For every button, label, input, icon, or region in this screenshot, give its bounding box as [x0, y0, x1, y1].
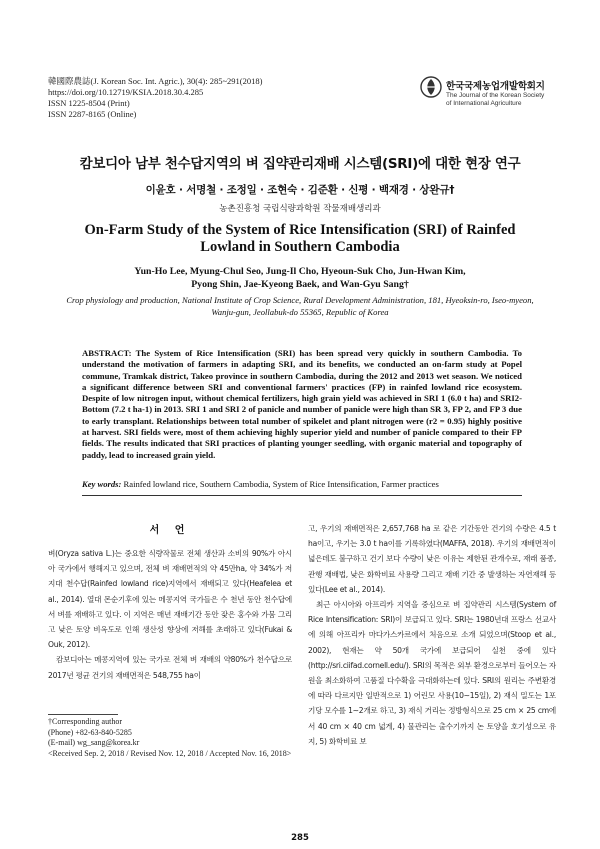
keywords-divider: [82, 495, 522, 496]
society-name-en-line2: of International Agriculture: [446, 100, 522, 107]
society-name-en-line1: The Journal of the Korean Society: [446, 92, 545, 99]
society-logo-icon: [420, 76, 442, 98]
affiliation-english: Crop physiology and production, National Institute of Crop Science, Rural Development Administration, 181, Hyeoksin-ro, Iseo-myeon, Wanju-gun, Jeollabuk-do 55365, Republic of Korea: [66, 295, 534, 317]
corresponding-author: †Corresponding author: [48, 717, 122, 726]
journal-header: [48, 76, 262, 120]
keywords-label: Key words:: [82, 479, 122, 489]
keywords-list: Rainfed lowland rice, Southern Cambodia, System of Rice Intensification, Farmer practices: [123, 479, 439, 489]
author-phone: (Phone) +82-63-840-5285: [48, 727, 132, 737]
issn-print: ISSN 1225-8504 (Print): [48, 98, 130, 108]
footnote-divider: [48, 714, 118, 715]
page-number: 285: [291, 833, 309, 843]
keywords-line: [82, 479, 522, 490]
footnote: [48, 717, 308, 759]
society-name-ko: 한국국제농업개발학회지: [446, 81, 545, 92]
authors-korean: 이윤호 · 서명철 · 조정일 · 조현숙 · 김준환 · 신평 · 백재경 · 상완규†: [145, 184, 455, 196]
section-heading-introduction: 서 언: [149, 525, 191, 536]
intro-paragraph-3: 고, 우기의 재배면적은 2,657,768 ha 로 같은 기간동안 건기의 수량은 4.5 t ha이고, 우기는 3.0 t ha이를 기록하였다(MAFFA, 2018). 우기의 재배면적이 넓은데도 불구하고 건기 보다 수량이 낮은 이유는 제한된 관개수로, 재래 품종, 관행 재배법, 낮은 화학비료 사용량 그리고 재배 기간 중 발생하는 자연재해 등 있다(Lee et al., 2014).: [308, 524, 556, 594]
authors-english: [90, 265, 510, 291]
title-korean: 캄보디아 남부 천수답지역의 벼 집약관리재배 시스템(SRI)에 대한 현장 연구: [79, 156, 521, 172]
authors-english-line1: Yun-Ho Lee, Myung-Chul Seo, Jung-Il Cho, Hyeoun-Suk Cho, Jun-Hwan Kim,: [134, 266, 466, 277]
journal-citation: 韓國際農誌(J. Korean Soc. Int. Agric.), 30(4): 285~291(2018): [48, 76, 263, 86]
authors-english-line2: Pyong Shin, Jae-Kyeong Baek, and Wan-Gyu Sang†: [191, 279, 409, 290]
intro-paragraph-2: 캄보디아는 메콩지역에 있는 국가로 전체 벼 재배의 약80%가 천수답으로 2017년 평균 건기의 재배면적은 548,755 ha이: [48, 655, 292, 680]
abstract: ABSTRACT: The System of Rice Intensification (SRI) has been spread very quickly in southern Cambodia. To understand the motivation of farmers in adapting SRI, and its benefits, we conducted an on-farm study at Popel commune, Tramkak district, Takeo province in southern Cambodia, during the 2012 and 2013 wet season. We noticed a significant difference between SRI and conventional farmers' practices (FP) in rainfed lowland rice ecosystem. Despite of low nitrogen input, without chemical fertilizers, high grain yield was achieved in SRI 1 (6.0 t ha) and SRI2-Bottom (7.2 t ha-1) in 2013. SRI 1 and SRI 2 of panicle and number of panicle were high than SR 3, FP 2, and FP 3 due to early transplant. Relationships between total number of spikelet and plant nitrogen were (r2 = 0.95) highly positive at harvest. SRI fields were, most of them achieving highly superior yield and number of panicle compared to their FP fields. The results indicated that SRI practices of planting younger seedling, with organic material and topography of paddy, lead to increased grain yield.: [82, 348, 522, 460]
title-english: On-Farm Study of the System of Rice Intensification (SRI) of Rainfed Lowland in Southern Cambodia: [84, 222, 516, 255]
affiliation-korean: 농촌진흥청 국립식량과학원 작물재배생리과: [219, 204, 381, 214]
intro-paragraph-4: 최근 아시아와 아프리카 지역을 중심으로 벼 집약관리 시스템(System of Rice Intensification: SRI)이 보급되고 있다. SRI는 1980년대 프랑스 선교사에 의해 아프리카 마다가스카르에서 처음으로 소개 되었으며(Stoop et al., 2002), 현재는 약 50개 국가에 보급되어 실천 중에 있다(http://sri.ciifad.cornell.edu/). SRI의 목적은 외부 환경으로부터 들어오는 자원을 최소화하여 고품질 다수확을 극대화하는데 있다. SRI의 원리는 주변환경에 따라 다르지만 일반적으로 1) 어린모 사용(10~15일), 2) 재식 밀도는 1포기당 모수를 1~2개로 하고, 3) 재식 거리는 정방형식으로 25 cm × 25 cm에서 40 cm × 40 cm 넓게, 4) 물관리는 출수기까지 논 토양을 호기성으로 유지, 5) 화학비료 보: [308, 600, 556, 746]
doi-link[interactable]: https://doi.org/10.12719/KSIA.2018.30.4.285: [48, 87, 204, 97]
issn-online: ISSN 2287-8165 (Online): [48, 109, 137, 119]
received-dates: <Received Sep. 2, 2018 / Revised Nov. 12, 2018 / Accepted Nov. 16, 2018>: [48, 748, 292, 758]
intro-paragraph-1: 벼(Oryza sativa L.)는 중요한 식량작물로 전체 생산과 소비의 90%가 아시아 국가에서 행해지고 있으며, 전체 벼 재배면적의 약 45만ha, 약 34%가 저지대 천수답(Rainfed lowland rice)지역에서 재배되고 있다(Heafelea et al., 2014). 열대 몬순기후에 있는 메콩지역 국가들은 수 천년 동안 천수답에서 벼를 재배하고 있다. 이 지역은 매년 재배기간 동안 잦은 홍수와 가뭄 그리고 낮은 토양 비옥도로 인해 생산성 향상에 저해를 초래하고 있다(Fukai & Ouk, 2012).: [48, 549, 292, 650]
body-column-left: [48, 521, 292, 683]
society-branding: [420, 76, 560, 116]
author-email[interactable]: (E-mail) wg_sang@korea.kr: [48, 738, 140, 747]
body-column-right: [308, 521, 556, 749]
